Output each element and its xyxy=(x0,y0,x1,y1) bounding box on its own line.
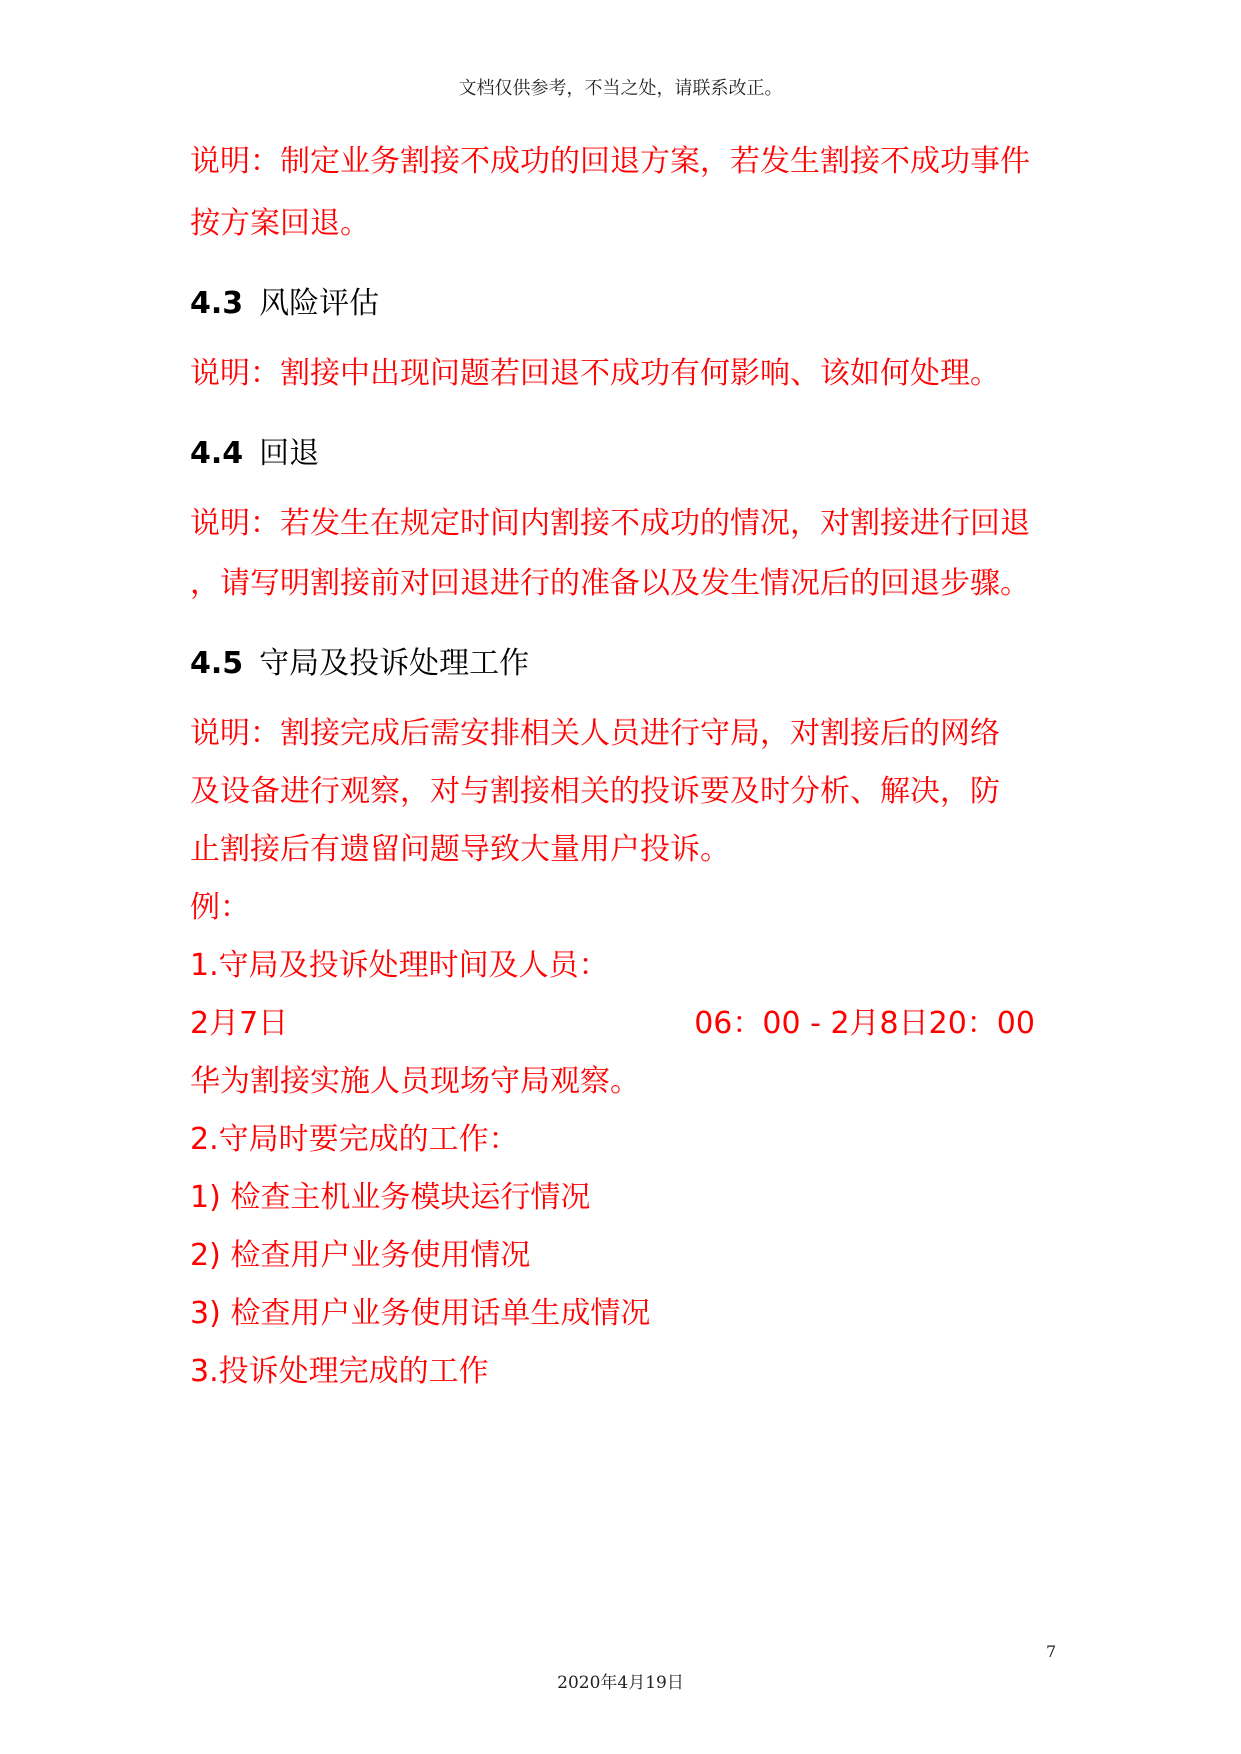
list-item-2-1: 1) 检查主机业务模块运行情况 xyxy=(190,1180,591,1215)
monitoring-note-line-2: 及设备进行观察，对与割接相关的投诉要及时分析、解决，防 xyxy=(190,774,1000,809)
page-header: 文档仅供参考，不当之处，请联系改正。 xyxy=(458,78,783,99)
fallback-note-line-2: ，请写明割接前对回退进行的准备以及发生情况后的回退步骤。 xyxy=(190,566,1030,601)
time-start: 2月7日 xyxy=(190,1006,289,1041)
rollback-note-line-2: 按方案回退。 xyxy=(190,206,370,241)
section-number: 4.4 xyxy=(190,436,244,471)
section-title: 守局及投诉处理工作 xyxy=(259,646,530,681)
list-item-1: 1.守局及投诉处理时间及人员： xyxy=(190,948,609,983)
list-item-2: 2.守局时要完成的工作： xyxy=(190,1122,519,1157)
section-heading-4-3 xyxy=(190,284,379,324)
rollback-note-line-1: 说明：制定业务割接不成功的回退方案，若发生割接不成功事件 xyxy=(190,144,1030,179)
section-title: 风险评估 xyxy=(259,286,380,321)
section-heading-4-5 xyxy=(190,644,529,684)
list-item-3: 3.投诉处理完成的工作 xyxy=(190,1354,489,1389)
list-item-2-3: 3) 检查用户业务使用话单生成情况 xyxy=(190,1296,651,1331)
risk-note-line-1: 说明：割接中出现问题若回退不成功有何影响、该如何处理。 xyxy=(190,356,1000,391)
time-end: 06：00 - 2月8日20：00 xyxy=(694,1006,1035,1041)
page-footer-date: 2020年4月19日 xyxy=(557,1673,684,1693)
section-number: 4.5 xyxy=(190,646,244,681)
monitoring-note-line-3: 止割接后有遗留问题导致大量用户投诉。 xyxy=(190,832,730,867)
section-heading-4-4 xyxy=(190,434,319,474)
list-item-2-2: 2) 检查用户业务使用情况 xyxy=(190,1238,531,1273)
fallback-note-line-1: 说明：若发生在规定时间内割接不成功的情况，对割接进行回退 xyxy=(190,506,1030,541)
section-title: 回退 xyxy=(259,436,320,471)
section-number: 4.3 xyxy=(190,286,244,321)
example-label: 例： xyxy=(190,890,250,925)
page-number: 7 xyxy=(1046,1642,1057,1661)
list-item-1-description: 华为割接实施人员现场守局观察。 xyxy=(190,1064,640,1099)
monitoring-note-line-1: 说明：割接完成后需安排相关人员进行守局，对割接后的网络 xyxy=(190,716,1000,751)
